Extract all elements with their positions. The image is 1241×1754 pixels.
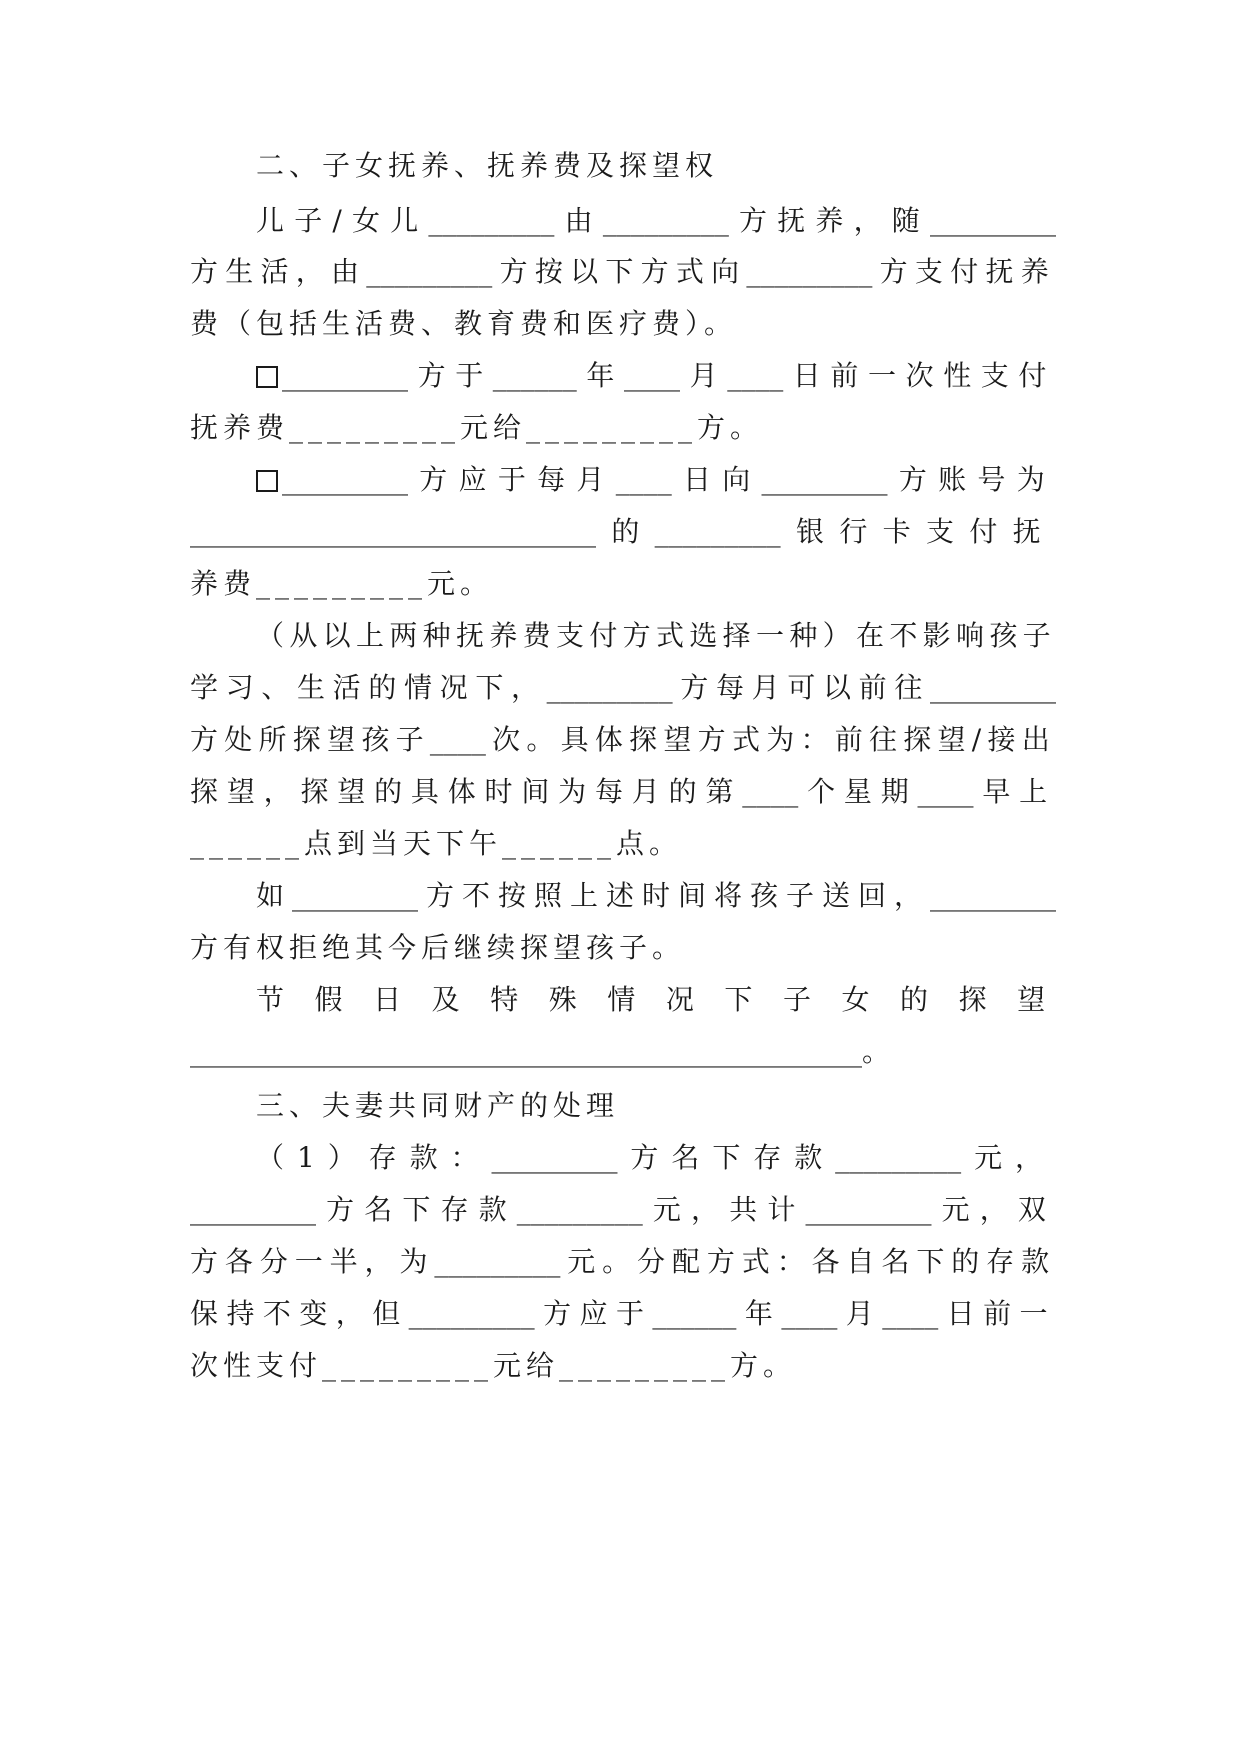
paragraph-line: ________________________________________________。 [190,1035,891,1068]
paragraph-line: 儿子/女儿_________由_________方抚养，随_________ [256,204,1056,237]
paragraph-line: 养费_________元。 [190,567,494,600]
paragraph-line: 探望，探望的具体时间为每月的第____个星期____早上 [190,775,1056,808]
paragraph-line: 节 假 日 及 特 殊 情 况 下 子 女 的 探 望 [256,983,1056,1016]
section-heading-child-custody: 二、子女抚养、抚养费及探望权 [256,149,719,182]
checkbox-icon[interactable] [256,470,278,492]
paragraph-line: 费（包括生活费、教育费和医疗费）。 [190,307,738,340]
paragraph-line: （从以上两种抚养费支付方式选择一种）在不影响孩子 [256,619,1056,652]
paragraph-line: 保持不变，但_________方应于______年____月____日前一 [190,1297,1056,1330]
paragraph-line: 方生活，由_________方按以下方式向_________方支付抚养 [190,255,1056,288]
paragraph-line: 方各分一半，为_________元。分配方式：各自名下的存款 [190,1245,1056,1278]
checkbox-icon[interactable] [256,366,278,388]
option-monthly-line: _________方应于每月____日向_________方账号为 [190,458,1056,502]
paragraph-line: 学习、生活的情况下，_________方每月可以前往_________ [190,671,1056,704]
paragraph-line: 方处所探望孩子____次。具体探望方式为：前往探望/接出 [190,723,1056,756]
paragraph-line: 次性支付_________元给_________方。 [190,1349,797,1382]
paragraph-line: 方有权拒绝其今后继续探望孩子。 [190,931,686,964]
paragraph-line: ______点到当天下午______点。 [190,827,683,860]
paragraph-line: _________方名下存款_________元，共计_________元，双 [190,1193,1056,1226]
paragraph-line: _____________________________的_________银行卡支付抚 [190,515,1056,548]
section-heading-joint-property: 三、夫妻共同财产的处理 [256,1089,620,1122]
paragraph-line: （1）存款：_________方名下存款_________元， [256,1141,1056,1174]
paragraph-line: 抚养费_________元给_________方。 [190,411,764,444]
option-lump-sum-line: _________方于______年____月____日前一次性支付 [190,354,1056,398]
paragraph-line: 如_________方不按照上述时间将孩子送回，_________ [256,879,1056,912]
